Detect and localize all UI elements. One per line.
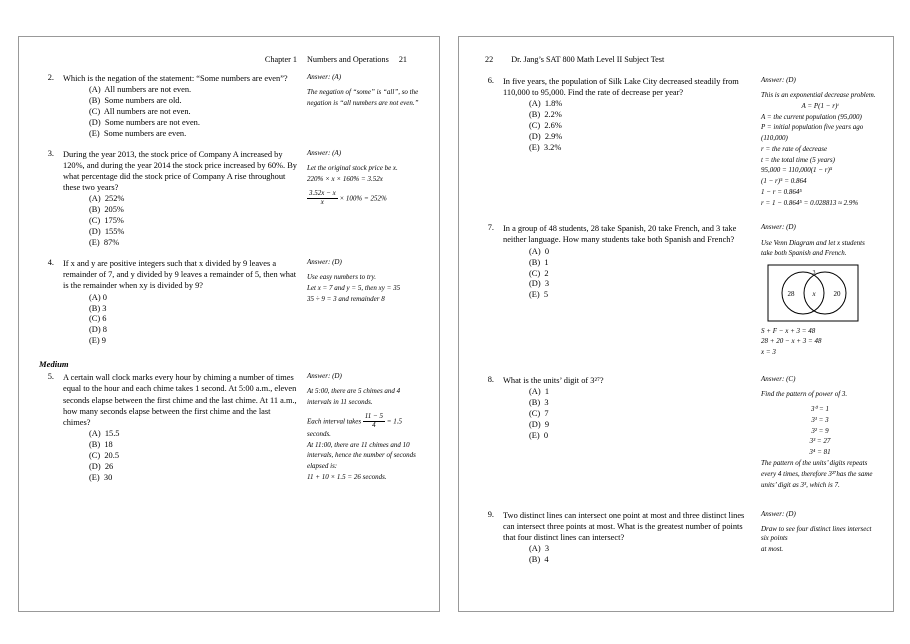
question-stem: A certain wall clock marks every hour by chiming a number of times equal to the hour and each chime takes 1 second. At 5:00 a.m., eleven seconds elapse between the first chime and the last chime. At 11 a.m., how many seconds elapse between the first chime and the last chimes? [63,373,297,427]
answer-column [307,149,425,249]
choice-item: (D) 2.9% [529,132,563,142]
answer-line: intervals in 11 seconds. [307,398,373,407]
answer-explanation-2 [761,459,879,490]
answer-explanation [307,387,425,407]
answer-line: 3² = 9 [811,426,829,435]
question-number: 5. [47,372,54,382]
answer-line: 3⁴ = 81 [809,448,831,457]
question-number: 4. [47,258,54,268]
question-number: 3. [47,148,54,158]
question-number: 2. [47,73,54,82]
choice-list [503,99,751,154]
question-block [37,149,425,249]
choice-item: (B) 18 [89,439,113,449]
choice-item: (E) 30 [89,472,113,482]
formula-tail: × 100% = 252% [339,194,387,203]
question-stem: If x and y are positive integers such that x divided by 9 leaves a remainder of 7, and y divided by 9 leaves a remainder of 5, then what is the remainder when xy is divided by 9? [63,259,297,291]
choice-item: (B) Some numbers are old. [89,96,182,106]
answer-line: r = 1 − 0.864⁵ = 0.028813 ≈ 2.9% [761,198,859,207]
question-block [477,375,879,492]
answer-line: At 5:00, there are 5 chimes and 4 [307,387,401,396]
answer-line: intervals, hence the number of seconds [307,451,416,460]
answer-line: units’ digit as 3³, which is 7. [761,480,840,489]
choice-item: (C) All numbers are not even. [89,107,191,117]
left-book-page [18,36,440,612]
answer-line: 35 ÷ 9 = 3 and remainder 8 [307,294,385,303]
choice-item: (C) 2.6% [529,121,562,131]
question-block [37,258,425,347]
question-number: 9. [487,509,494,519]
answer-column [307,372,425,483]
answer-line: Use Venn Diagram and let x students [761,238,865,247]
choice-item: (A) 252% [89,194,125,204]
answer-explanation [307,273,425,304]
choice-item: (B) 4 [529,555,549,564]
choice-item: (B) 205% [89,205,124,215]
choice-item: (C) 7 [529,408,549,418]
right-running-head [477,55,879,64]
choice-item: (A) 15.5 [89,429,120,439]
choice-list [63,293,297,348]
venn-left-count: 28 [787,289,795,298]
choice-list [503,387,751,442]
answer-line: A = P(1 − r)ᵗ [801,101,839,110]
choice-item: (C) 6 [89,314,107,324]
choice-item: (C) 2 [529,268,549,278]
answer-line: 220% × x × 160% = 3.52x [307,174,383,183]
choice-item: (A) All numbers are not even. [89,85,192,95]
answer-line: P = initial population five years ago [761,123,864,132]
running-head-title: Dr. Jang’s SAT 800 Math Level II Subject Test [511,55,665,64]
answer-line: 28 + 20 − x + 3 = 48 [761,337,822,346]
choice-item: (E) 87% [89,238,120,248]
answer-column [307,73,425,140]
answer-explanation [761,239,879,259]
question-stem: What is the units’ digit of 3²⁷? [503,375,604,385]
fraction-denominator: x [320,197,324,206]
answer-line: 95,000 = 110,000(1 − r)⁵ [761,166,833,175]
answer-explanation [761,390,879,399]
answer-line: Use easy numbers to try. [307,273,377,282]
answer-line: x = 3 [761,347,776,356]
answer-line: elapsed is: [307,461,338,470]
choice-item: (E) 5 [529,290,549,300]
venn-intersection-label: x [812,289,816,298]
fraction [307,190,338,206]
question-number: 7. [487,223,494,233]
answer-line: At 11:00, there are 11 chimes and 10 [307,440,410,449]
answer-line: This is an exponential decrease problem. [761,91,876,100]
answer-label: Answer: (C) [761,374,796,383]
choice-item: (A) 3 [529,544,550,554]
answer-explanation-2 [761,327,879,358]
choice-item: (E) 9 [89,336,106,346]
answer-formula [307,190,425,206]
answer-line: 11 + 10 × 1.5 = 26 seconds. [307,472,387,481]
fraction-denominator: 4 [372,421,376,430]
choice-item: (D) 155% [89,227,125,237]
answer-column [761,510,879,566]
venn-diagram [767,264,859,322]
answer-label: Answer: (D) [761,223,796,232]
choice-item: (B) 1 [529,257,549,267]
venn-diagram-svg [767,264,859,322]
answer-line: r = the rate of decrease [761,144,828,153]
answer-column [761,223,879,358]
answer-power-table [761,405,879,457]
answer-explanation [761,525,879,554]
question-stem: Which is the negation of the statement: “Some numbers are even”? [63,74,288,83]
choice-item: (A) 0 [89,292,107,302]
answer-line: Let the original stock price be x. [307,164,398,173]
answer-explanation [761,91,879,208]
choice-item: (C) 20.5 [89,450,120,460]
answer-label: Answer: (A) [307,73,342,81]
answer-line: Let x = 7 and y = 5, then xy = 35 [307,284,401,293]
answer-line: The negation of “some” is “all”, so the [307,88,419,97]
section-heading: Medium [39,359,69,370]
answer-label: Answer: (D) [761,76,796,84]
question-stem: In a group of 48 students, 28 take Spanish, 20 take French, and 3 take neither language. How many students take both Spanish and French? [503,224,737,245]
answer-column [761,375,879,492]
question-number: 6. [487,76,494,85]
answer-line: (110,000) [761,134,788,143]
choice-item: (D) 9 [529,419,550,429]
choice-item: (B) 3 [529,397,549,407]
answer-label: Answer: (D) [307,372,342,381]
answer-explanation [307,164,425,184]
answer-line: Find the pattern of power of 3. [761,389,848,398]
answer-line: take both Spanish and French. [761,249,847,258]
question-block [477,223,879,358]
answer-line: Each interval takes [307,417,362,426]
answer-line-with-fraction [307,413,425,439]
answer-line: The pattern of the units’ digits repeats [761,459,868,468]
answer-line: at most. [761,544,784,553]
choice-item: (D) 8 [89,325,107,335]
choice-list [503,544,751,566]
choice-item: (A) 1.8% [529,99,563,109]
answer-line: 1 − r = 0.864⁵ [761,187,802,196]
answer-line: 3³ = 27 [809,437,831,446]
choice-item: (C) 175% [89,216,124,226]
answer-column [307,258,425,347]
question-number: 8. [487,374,494,384]
choice-list [503,247,751,302]
choice-item: (A) 0 [529,246,550,256]
choice-item: (E) 0 [529,430,549,440]
question-stem: Two distinct lines can intersect one point at most and three distinct lines can intersect three points at most. What is the greatest number of points that four distinct lines can intersect? [503,510,745,542]
question-block [477,510,879,566]
venn-outside-count: 3 [812,269,816,276]
answer-line: every 4 times, therefore 3²⁷has the same [761,470,873,479]
choice-list [63,85,297,140]
choice-item: (E) Some numbers are even. [89,128,187,138]
answer-line: t = the total time (5 years) [761,155,835,164]
choice-item: (D) 3 [529,279,550,289]
running-head-page-number: 21 [398,55,407,64]
question-stem: In five years, the population of Silk Lake City decreased steadily from 110,000 to 95,000. Find the rate of decrease per year? [503,77,739,98]
choice-item: (D) Some numbers are not even. [89,117,200,127]
answer-line: Draw to see four distinct lines intersect six points [761,524,872,543]
fraction-numerator: 11 − 5 [364,412,384,421]
fraction [363,413,385,429]
answer-column [761,76,879,209]
answer-line: 3⁰ = 1 [810,405,830,414]
question-stem: During the year 2013, the stock price of Company A increased by 120%, and during the year 2014 the stock price increased by 60%. By what percentage did the stock price of Company A rise throughout these two years? [63,149,297,193]
choice-item: (D) 26 [89,461,114,471]
answer-line: negation is “all numbers are not even.” [307,98,419,107]
answer-line: S + F − x + 3 = 48 [761,326,816,335]
fraction-numerator: 3.52x − x [309,188,336,197]
choice-list [63,194,297,249]
choice-list [63,429,297,484]
formula-tail: = 1.5 seconds. [307,417,402,438]
answer-explanation-2 [307,413,425,482]
running-head-section: Numbers and Operations [306,55,389,64]
question-block [37,73,425,140]
answer-label: Answer: (A) [307,148,342,157]
running-head-page-number: 22 [485,55,494,64]
answer-line: A = the current population (95,000) [761,112,862,121]
question-block [37,372,425,483]
running-head-chapter: Chapter 1 [264,55,297,64]
answer-line: (1 − r)⁵ = 0.864 [761,177,807,186]
answer-explanation [307,88,425,108]
choice-item: (A) 1 [529,386,550,396]
answer-line: 3¹ = 3 [811,415,829,424]
question-block [477,76,879,209]
choice-item: (B) 3 [89,303,107,313]
choice-item: (E) 3.2% [529,143,562,153]
answer-label: Answer: (D) [307,258,342,267]
left-running-head [37,55,425,64]
right-book-page [458,36,894,612]
answer-label: Answer: (D) [761,509,796,518]
venn-right-count: 20 [833,289,841,298]
choice-item: (B) 2.2% [529,110,562,120]
